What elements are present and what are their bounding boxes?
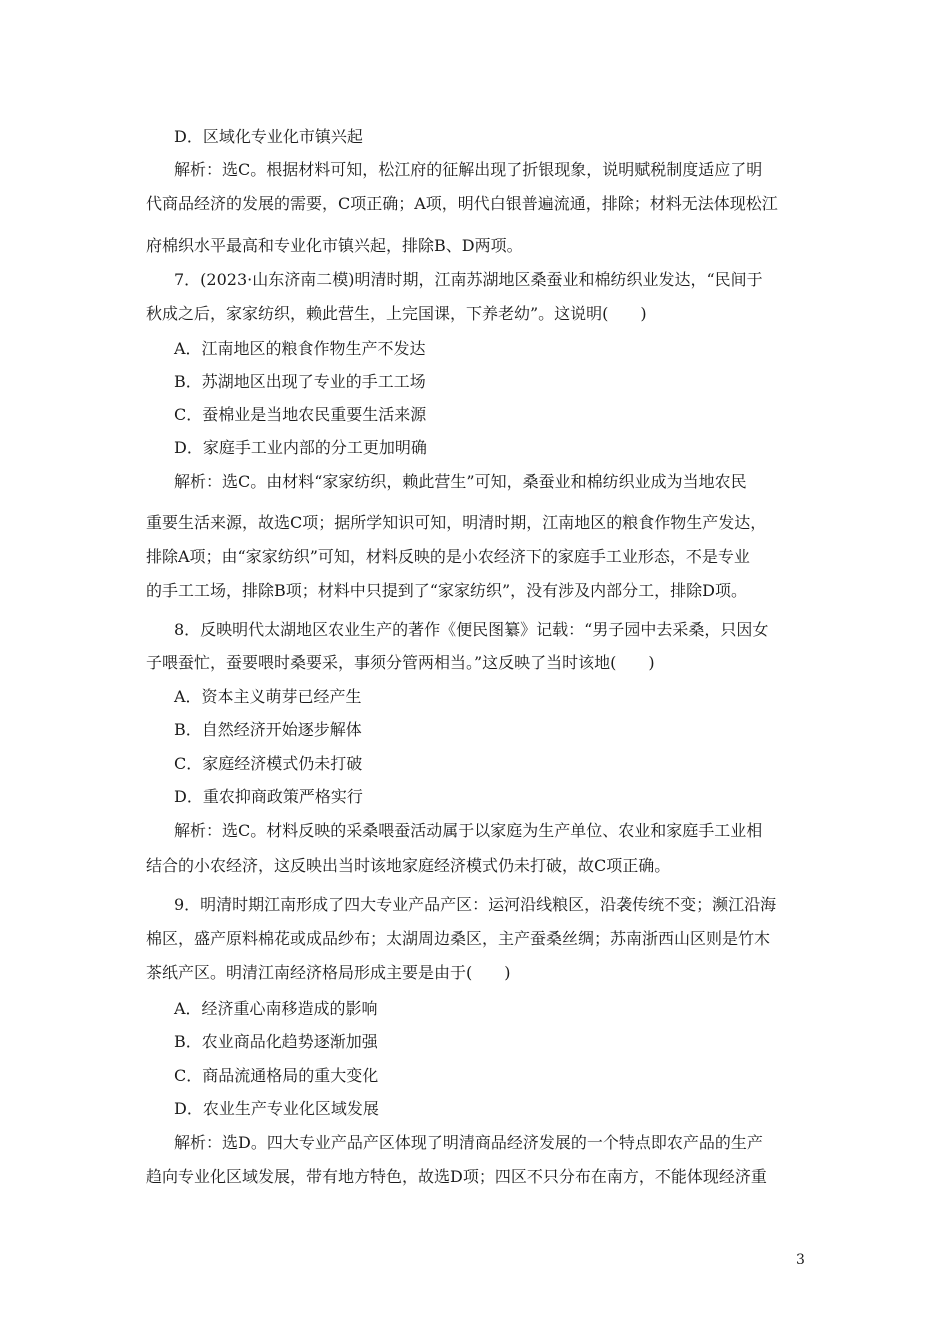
q8-stem-line-1: 8．反映明代太湖地区农业生产的著作《便民图纂》记载：“男子园中去采桑，只因女 bbox=[174, 620, 769, 639]
q7-option-b: B．苏湖地区出现了专业的手工工场 bbox=[174, 372, 426, 391]
q7-option-c: C．蚕棉业是当地农民重要生活来源 bbox=[174, 405, 427, 424]
q7-stem-line-2: 秋成之后，家家纺织，赖此营生，上完国课，下养老幼”。这说明( ) bbox=[146, 304, 647, 323]
q9-analysis-line-1: 解析：选D。四大专业产品产区体现了明清商品经济发展的一个特点即农产品的生产 bbox=[174, 1133, 763, 1152]
q9-option-c: C．商品流通格局的重大变化 bbox=[174, 1066, 379, 1085]
q8-option-a: A．资本主义萌芽已经产生 bbox=[174, 687, 362, 706]
q7-option-a: A．江南地区的粮食作物生产不发达 bbox=[174, 339, 426, 358]
q7-analysis-line-4: 的手工工场，排除B项；材料中只提到了“家家纺织”，没有涉及内部分工，排除D项。 bbox=[146, 581, 747, 600]
page-number: 3 bbox=[796, 1252, 805, 1268]
q8-stem-line-2: 子喂蚕忙，蚕要喂时桑要采，事须分管两相当。”这反映了当时该地( ) bbox=[146, 653, 655, 672]
q8-option-d: D．重农抑商政策严格实行 bbox=[174, 787, 363, 806]
q9-stem-line-1: 9．明清时期江南形成了四大专业产品产区：运河沿线粮区，沿袭传统不变；濒江沿海 bbox=[174, 895, 777, 914]
q7-stem-line-1: 7．(2023·山东济南二模)明清时期，江南苏湖地区桑蚕业和棉纺织业发达，“民间于 bbox=[174, 270, 763, 289]
q7-option-d: D．家庭手工业内部的分工更加明确 bbox=[174, 438, 427, 457]
q8-analysis-line-1: 解析：选C。材料反映的采桑喂蚕活动属于以家庭为生产单位、农业和家庭手工业相 bbox=[174, 821, 763, 840]
q9-stem-line-2: 棉区，盛产原料棉花或成品纱布；太湖周边桑区，主产蚕桑丝绸；苏南浙西山区则是竹木 bbox=[146, 929, 771, 948]
q6-analysis-line-1: 解析：选C。根据材料可知，松江府的征解出现了折银现象，说明赋税制度适应了明 bbox=[174, 160, 763, 179]
q9-stem-line-3: 茶纸产区。明清江南经济格局形成主要是由于( ) bbox=[146, 963, 511, 982]
q6-analysis-line-3: 府棉织水平最高和专业化市镇兴起，排除B、D两项。 bbox=[146, 236, 523, 255]
q9-analysis-line-2: 趋向专业化区域发展，带有地方特色，故选D项；四区不只分布在南方，不能体现经济重 bbox=[146, 1167, 767, 1186]
q7-analysis-line-3: 排除A项；由“家家纺织”可知，材料反映的是小农经济下的家庭手工业形态，不是专业 bbox=[146, 547, 750, 566]
q9-option-a: A．经济重心南移造成的影响 bbox=[174, 999, 378, 1018]
q8-option-b: B．自然经济开始逐步解体 bbox=[174, 720, 362, 739]
q9-option-b: B．农业商品化趋势逐渐加强 bbox=[174, 1032, 378, 1051]
q7-analysis-line-1: 解析：选C。由材料“家家纺织，赖此营生”可知，桑蚕业和棉纺织业成为当地农民 bbox=[174, 472, 747, 491]
q8-analysis-line-2: 结合的小农经济，这反映出当时该地家庭经济模式仍未打破，故C项正确。 bbox=[146, 856, 671, 875]
q9-option-d: D．农业生产专业化区域发展 bbox=[174, 1099, 379, 1118]
q6-option-d: D．区域化专业化市镇兴起 bbox=[174, 127, 363, 146]
q6-analysis-line-2: 代商品经济的发展的需要，C项正确；A项，明代白银普遍流通，排除；材料无法体现松江 bbox=[146, 194, 778, 213]
q8-option-c: C．家庭经济模式仍未打破 bbox=[174, 754, 363, 773]
q7-analysis-line-2: 重要生活来源，故选C项；据所学知识可知，明清时期，江南地区的粮食作物生产发达， bbox=[146, 513, 767, 532]
